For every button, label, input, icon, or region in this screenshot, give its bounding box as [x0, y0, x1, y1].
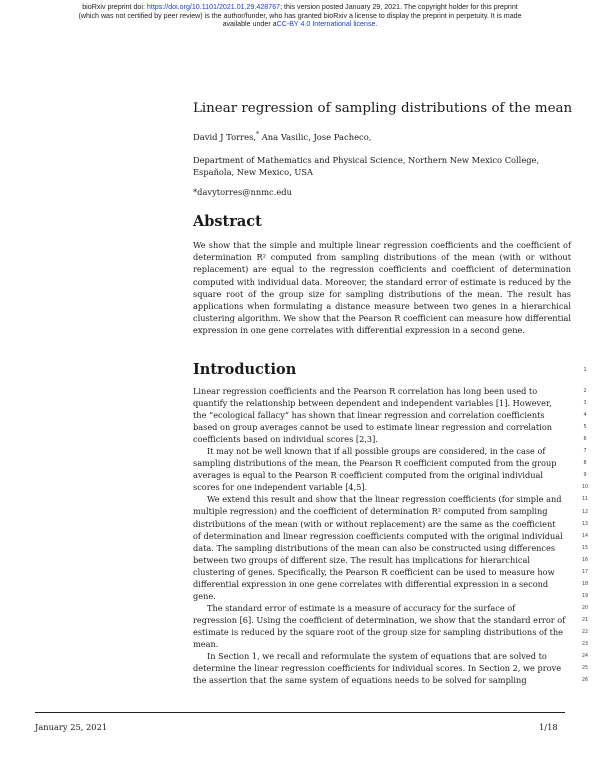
line-number: 4 — [583, 413, 587, 419]
footer-rule — [35, 712, 565, 713]
page-number: 1/18 — [539, 722, 558, 732]
text-line: scores for one independent variable [4,5]. — [193, 482, 368, 493]
banner-line-3 — [0, 20, 600, 29]
line-number: 26 — [581, 678, 589, 684]
line-number: 11 — [581, 497, 589, 503]
line-number: 17 — [581, 569, 589, 575]
text-line: sampling distributions of the mean, the Pearson R coefficient computed from the group — [193, 458, 557, 469]
text-line: gene. — [193, 590, 216, 601]
text-line: In Section 1, we recall and reformulate the system of equations that are solved to — [207, 651, 547, 662]
line-number: 2 — [583, 389, 587, 394]
text-line: It may not be well known that if all possible groups are considered, in the case of — [207, 446, 546, 457]
footer-date: January 25, 2021 — [35, 722, 108, 732]
line-number: 20 — [581, 605, 589, 611]
text-line: between two groups of different size. The result has implications for hierarchical — [193, 554, 530, 565]
paper-title: Linear regression of sampling distributions of the mean — [193, 101, 573, 116]
banner-text: . — [375, 20, 378, 29]
abstract-heading: Abstract — [193, 213, 262, 230]
line-number: 24 — [581, 654, 589, 660]
line-number: 19 — [581, 593, 589, 599]
license-link[interactable]: CC-BY 4.0 International license — [276, 20, 376, 29]
text-line: the assertion that the same system of equations needs to be solved for sampling — [193, 675, 527, 686]
doi-link[interactable]: https://doi.org/10.1101/2021.01.29.428767 — [146, 3, 281, 11]
line-number: 7 — [583, 449, 587, 455]
text-line: clustering of genes. Specifically, the Pearson R coefficient can be used to measure how — [193, 566, 555, 577]
corresponding-email: *davytorres@nnmc.edu — [193, 187, 292, 197]
author-rest: Ana Vasilic, Jose Pacheco, — [261, 131, 372, 142]
text-line: of determination and linear regression coefficients computed with the original individual — [193, 530, 563, 541]
text-line: quantify the relationship between dependent and independent variables [1]. However, — [193, 398, 552, 409]
preprint-banner — [0, 3, 600, 29]
line-number: 6 — [583, 437, 587, 443]
text-line: The standard error of estimate is a measure of accuracy for the surface of — [207, 602, 516, 613]
line-number: 18 — [581, 581, 589, 587]
affiliation: Department of Mathematics and Physical Science, Northern New Mexico College, Española, New Mexico, USA — [193, 155, 540, 177]
line-number: 9 — [583, 473, 587, 479]
line-number: 23 — [581, 642, 589, 648]
banner-text: ; this version posted January 29, 2021. The copyright holder for this preprint — [280, 3, 518, 11]
author-first: David J Torres, — [193, 131, 257, 142]
text-line: differential expression in one gene correlates with differential expression in a second — [193, 578, 549, 589]
introduction-text — [193, 385, 571, 686]
text-line: distributions of the mean (with or without replacement) are the same as the coefficient — [193, 518, 556, 529]
banner-line-1 — [0, 3, 600, 12]
text-line: estimate is reduced by the square root of the group size for sampling distributions of the — [193, 626, 563, 637]
banner-text: available under a — [222, 20, 277, 29]
text-line: mean. — [193, 638, 219, 649]
author-list — [193, 131, 371, 142]
introduction-heading: Introduction — [193, 361, 297, 378]
text-line: multiple regression) and the coefficient of determination R² computed from sampling — [193, 506, 548, 517]
text-line: We extend this result and show that the linear regression coefficients (for simple and — [207, 494, 562, 505]
text-line: coefficients based on individual scores [2,3]. — [193, 434, 378, 445]
banner-line-2: (which was not certified by peer review) is the author/funder, who has granted bioRxiv a license to display the preprint in perpetuity. It is made — [78, 11, 522, 20]
line-number: 5 — [583, 425, 587, 431]
line-number: 22 — [581, 630, 589, 635]
text-line: determine the linear regression coefficients for individual scores. In Section 2, we prove — [193, 663, 562, 674]
abstract-text: We show that the simple and multiple linear regression coefficients and the coefficient of determination R² computed from sampling distributions of the mean (with or without replacement) are equal to the regression coefficients and coefficient of determination computed with individual data. Moreover, the standard error of estimate is reduced by the square root of the group size for sampling distributions of the mean. The result has applications when formulating a distance measure between two genes in a hierarchical clustering algorithm. We show that the Pearson R coefficient can measure how differential expression in one gene correlates with differential expression in a second gene. — [193, 240, 571, 336]
text-line: Linear regression coefficients and the Pearson R correlation has long been used to — [193, 386, 538, 396]
line-number: 16 — [581, 557, 589, 563]
line-number: 3 — [583, 401, 587, 407]
line-number: 25 — [581, 666, 589, 672]
line-number: 14 — [581, 533, 589, 539]
line-number: 21 — [581, 617, 589, 623]
text-line: averages is equal to the Pearson R coefficient computed from the original individual — [193, 470, 544, 481]
text-line: data. The sampling distributions of the mean can also be constructed using differences — [193, 542, 556, 553]
line-number: 10 — [581, 485, 589, 491]
line-number: 8 — [583, 461, 587, 467]
corresponding-mark: * — [256, 131, 260, 138]
text-line: based on group averages cannot be used to estimate linear regression and correlation — [193, 422, 553, 433]
text-line: regression [6]. Using the coefficient of determination, we show that the standard error of — [193, 614, 566, 625]
heading-line-number: 1 — [583, 368, 587, 373]
line-number: 15 — [581, 545, 589, 551]
line-number: 13 — [581, 521, 589, 527]
line-number: 12 — [581, 509, 589, 515]
banner-text: bioRxiv preprint doi: — [82, 3, 147, 11]
text-line: the “ecological fallacy” has shown that linear regression and correlation coefficients — [193, 410, 545, 421]
